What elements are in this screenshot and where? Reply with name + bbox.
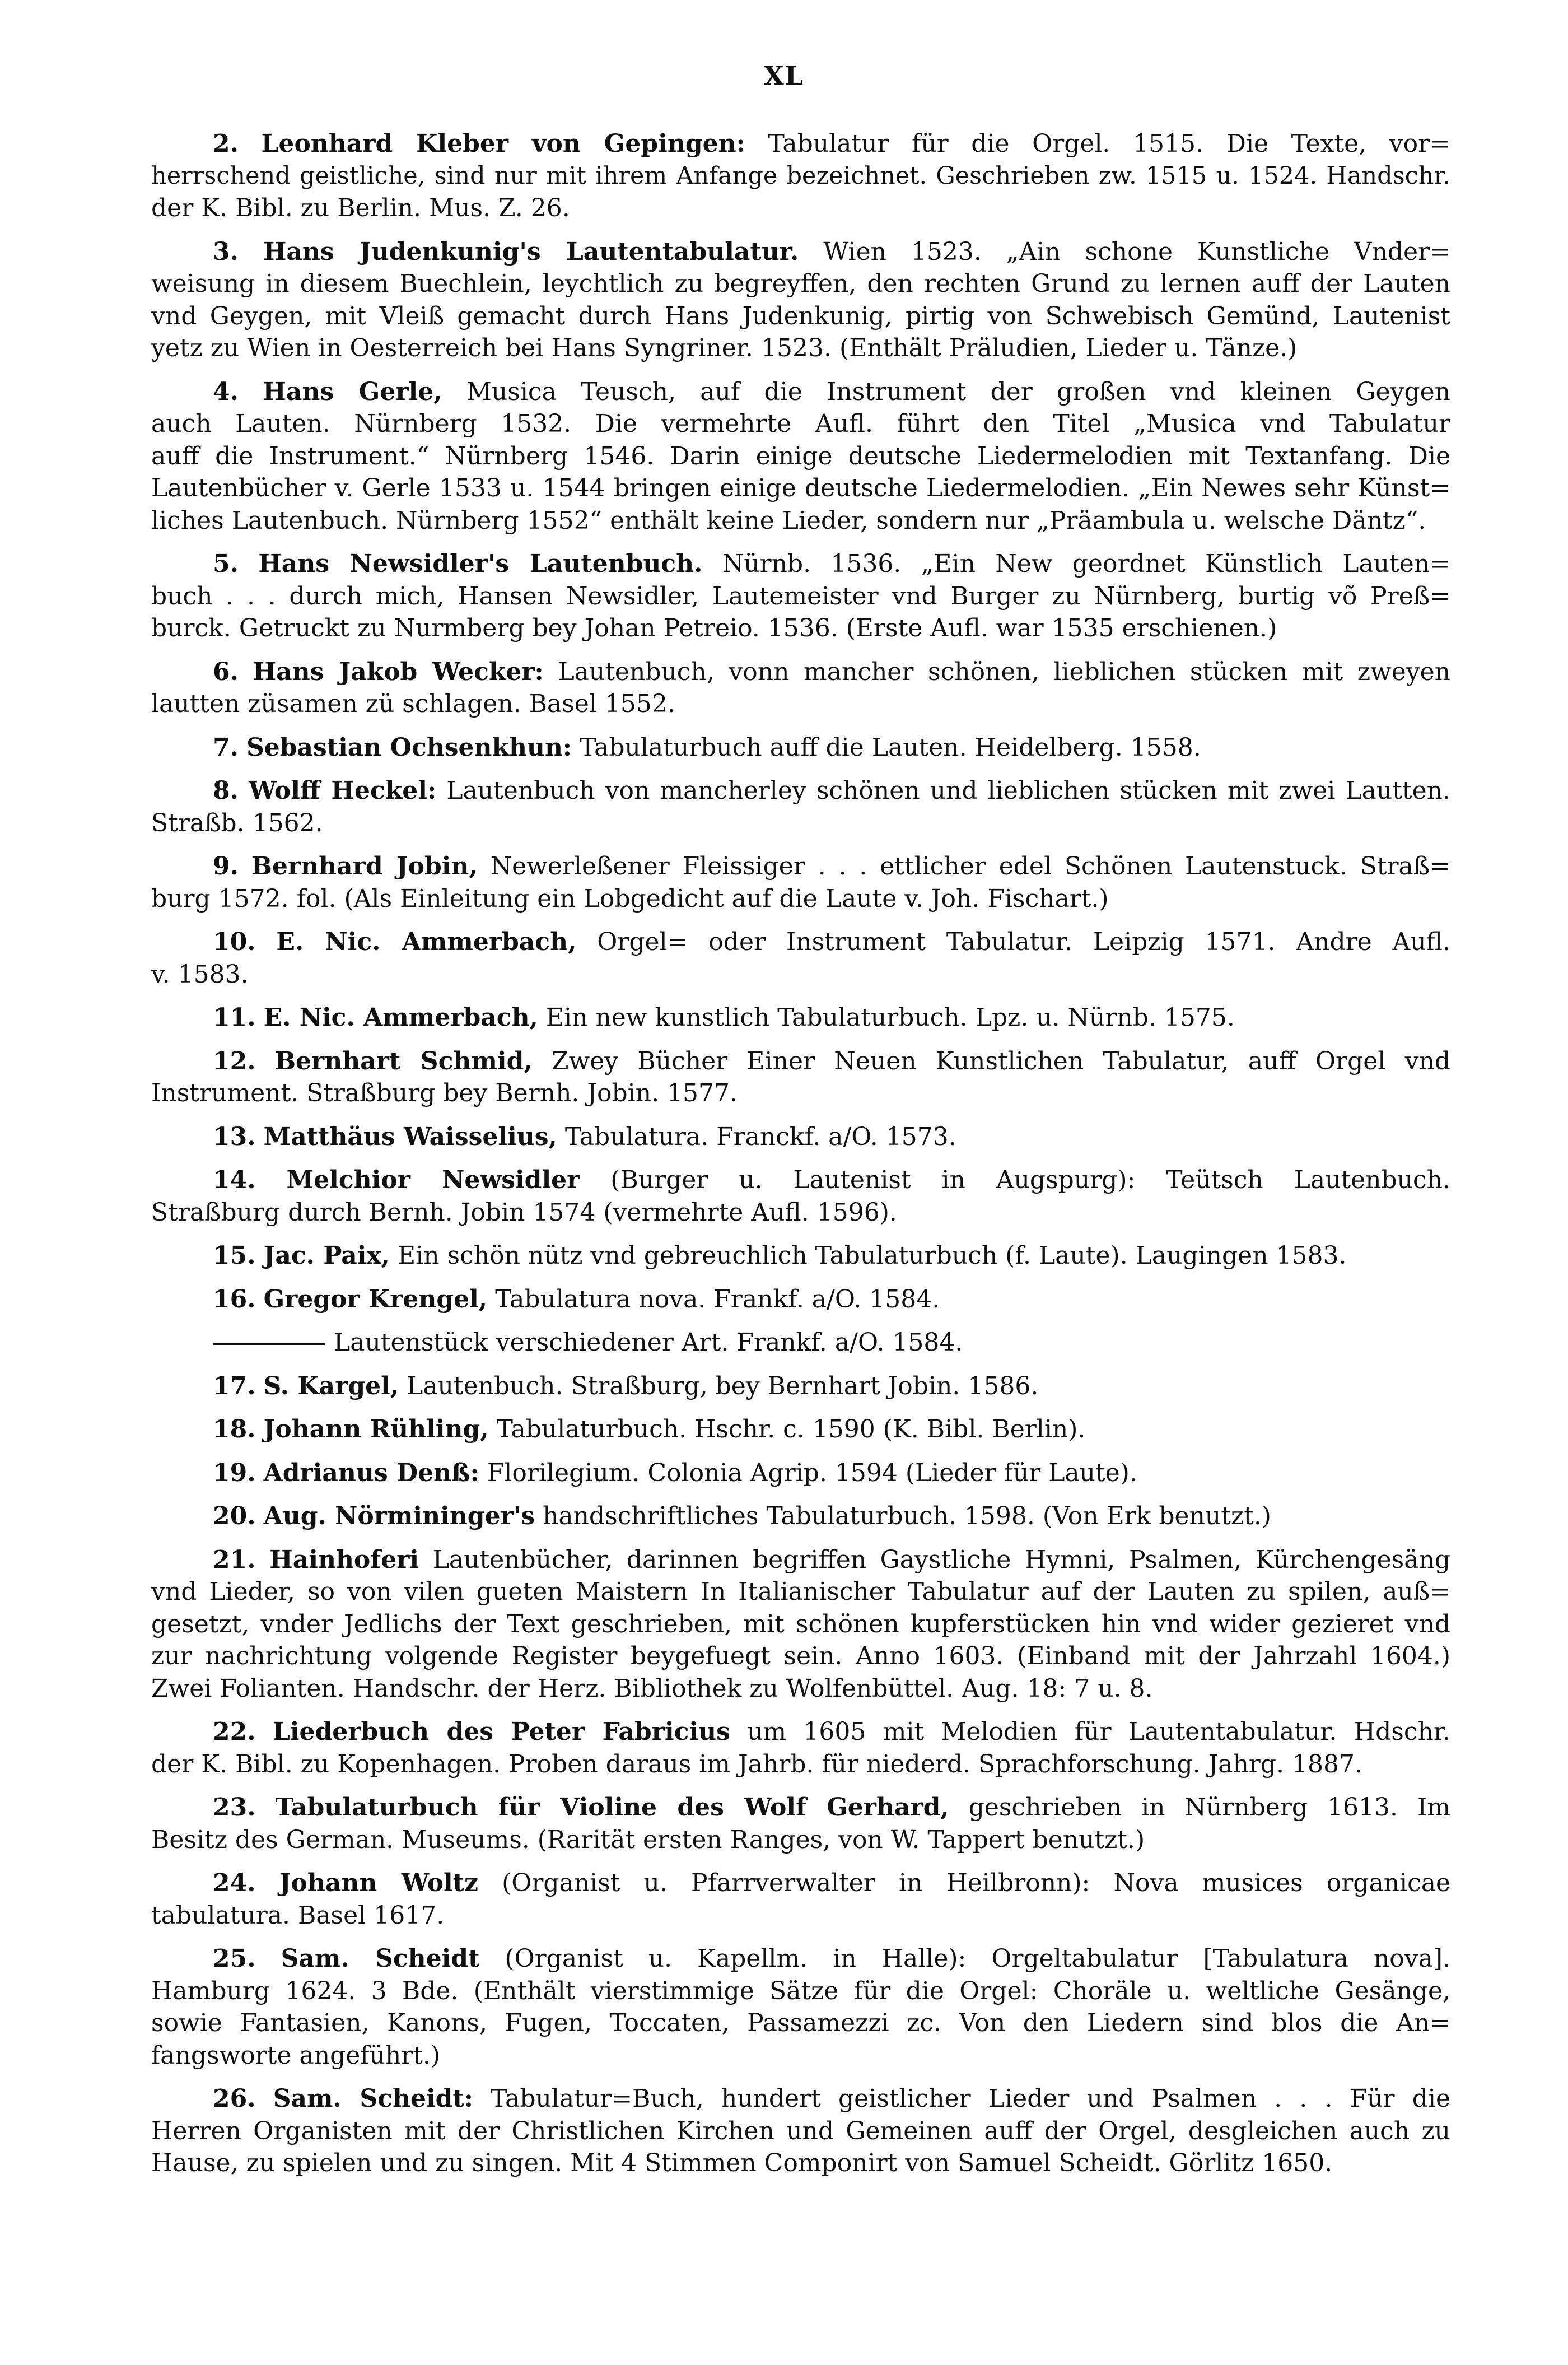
entry-text: Zwei Folianten. Handschr. der Herz. Bibliothek zu Wolfenbüttel. Aug. 18: 7 u. 8. bbox=[151, 1674, 1153, 1703]
entry-number: 17. bbox=[213, 1371, 256, 1400]
entry-text: auff die Instrument.“ Nürnberg 1546. Darin einige deutsche Liedermelodien mit Textanfang. Die bbox=[151, 441, 1450, 471]
entry-line bbox=[151, 1608, 1450, 1641]
entry-line bbox=[151, 376, 1450, 408]
entry-line bbox=[151, 1283, 1450, 1316]
entry-line bbox=[151, 1544, 1450, 1576]
entry-number: 5. bbox=[213, 550, 239, 578]
entry-line bbox=[151, 1045, 1450, 1078]
bibliography-entry bbox=[151, 1716, 1450, 1780]
bibliography-entry bbox=[151, 1121, 1450, 1153]
page-number: XL bbox=[763, 60, 805, 91]
entry-text: Zwey Bücher Einer Neuen Kunstlichen Tabulatur, auff Orgel vnd bbox=[552, 1046, 1450, 1076]
entry-text: auch Lauten. Nürnberg 1532. Die vermehrte Aufl. führt den Titel „Musica vnd Tabulatur bbox=[151, 409, 1450, 438]
entry-text: burck. Getruckt zu Nurmberg bey Johan Petreio. 1536. (Erste Aufl. war 1535 erschienen.) bbox=[151, 614, 1277, 643]
entry-number: 24. bbox=[213, 1869, 256, 1897]
entry-text: zur nachrichtung volgende Register beygefuegt sein. Anno 1603. (Einband mit der Jahrzahl 1604.) bbox=[151, 1642, 1450, 1670]
entry-text: vnd Geygen, mit Vleiß gemacht durch Hans Judenkunig, pirtig von Schwebisch Gemünd, Lautenist bbox=[151, 301, 1450, 330]
entry-line bbox=[151, 1500, 1450, 1533]
bibliography-entry bbox=[151, 1164, 1450, 1228]
bibliography-entry bbox=[151, 1544, 1450, 1705]
entry-line bbox=[151, 1326, 1450, 1359]
entry-text: (Burger u. Lautenist in Augspurg): Teütsch Lautenbuch. bbox=[610, 1166, 1450, 1194]
entry-text: sowie Fantasien, Kanons, Fugen, Toccaten, Passamezzi zc. Von den Liedern sind blos die An= bbox=[151, 2009, 1450, 2037]
bibliography-entry bbox=[151, 1370, 1450, 1403]
entry-line bbox=[151, 2083, 1450, 2115]
entry-author: Bernhard Jobin, bbox=[251, 852, 478, 881]
entry-author: Sam. Scheidt bbox=[281, 1944, 480, 1973]
entry-text: liches Lautenbuch. Nürnberg 1552“ enthält keine Lieder, sondern nur „Präambula u. welsche Däntz“. bbox=[151, 506, 1426, 535]
entry-author: Hainhoferi bbox=[269, 1545, 419, 1574]
entry-line bbox=[151, 688, 1450, 720]
entry-number: 12. bbox=[213, 1046, 256, 1076]
entry-text: tabulatura. Basel 1617. bbox=[151, 1901, 445, 1930]
entry-text: buch . . . durch mich, Hansen Newsidler, Lautemeister vnd Burger zu Nürnberg, burtig võ Preß= bbox=[151, 581, 1450, 611]
entry-text: Ein schön nütz vnd gebreuchlich Tabulaturbuch (f. Laute). Laugingen 1583. bbox=[398, 1241, 1347, 1270]
entry-line bbox=[151, 2147, 1450, 2180]
bibliography-entry bbox=[151, 775, 1450, 839]
entry-line bbox=[151, 472, 1450, 505]
entry-author: E. Nic. Ammerbach, bbox=[276, 928, 577, 956]
bibliography-entry bbox=[151, 926, 1450, 990]
bibliography-entry bbox=[151, 1867, 1450, 1931]
entry-author: Bernhart Schmid, bbox=[274, 1046, 533, 1076]
entry-line bbox=[151, 1748, 1450, 1781]
entry-line bbox=[151, 807, 1450, 840]
entry-text: Orgel= oder Instrument Tabulatur. Leipzig 1571. Andre Aufl. bbox=[597, 928, 1450, 956]
entry-text: Tabulaturbuch. Hschr. c. 1590 (K. Bibl. Berlin). bbox=[496, 1415, 1086, 1444]
entry-line bbox=[151, 1164, 1450, 1197]
entry-text: Newerleßener Fleissiger . . . ettlicher edel Schönen Lautenstuck. Straß= bbox=[490, 852, 1450, 881]
bibliography-entry bbox=[151, 548, 1450, 645]
entry-author: Wolff Heckel: bbox=[249, 776, 437, 805]
entry-line bbox=[151, 1370, 1450, 1403]
entry-text: Lautenbuch, vonn mancher schönen, lieblichen stücken mit zweyen bbox=[558, 657, 1450, 686]
entry-text: Lautenbücher v. Gerle 1533 u. 1544 bringen einige deutsche Liedermelodien. „Ein Newes sehr Künst= bbox=[151, 474, 1450, 502]
entry-number: 2. bbox=[213, 129, 239, 158]
entry-line bbox=[151, 1791, 1450, 1824]
entry-text: der K. Bibl. zu Berlin. Mus. Z. 26. bbox=[151, 194, 570, 222]
entry-line bbox=[151, 1824, 1450, 1856]
bibliography-entry bbox=[151, 1326, 1450, 1359]
entry-text: Besitz des German. Museums. (Rarität ersten Ranges, von W. Tappert benutzt.) bbox=[151, 1825, 1145, 1854]
entry-author: Gregor Krengel, bbox=[263, 1284, 488, 1314]
entry-line bbox=[151, 548, 1450, 580]
entry-author: Sam. Scheidt: bbox=[273, 2084, 473, 2113]
entry-author: Leonhard Kleber von Gepingen: bbox=[261, 129, 745, 158]
entry-text: Nürnb. 1536. „Ein New geordnet Künstlich Lauten= bbox=[722, 550, 1450, 578]
entry-text: weisung in diesem Buechlein, leychtlich zu begreyffen, den rechten Grund zu lernen auff der Lauten bbox=[151, 269, 1450, 298]
entry-number: 23. bbox=[213, 1793, 256, 1822]
entry-text: yetz zu Wien in Oesterreich bei Hans Syngriner. 1523. (Enthält Präludien, Lieder u. Tänze.) bbox=[151, 334, 1298, 362]
entry-text: Ein new kunstlich Tabulaturbuch. Lpz. u. Nürnb. 1575. bbox=[545, 1003, 1235, 1032]
bibliography-entry bbox=[151, 1002, 1450, 1034]
entry-text: Hause, zu spielen und zu singen. Mit 4 Stimmen Componirt von Samuel Scheidt. Görlitz 1650. bbox=[151, 2149, 1333, 2177]
entry-text: handschriftliches Tabulaturbuch. 1598. (Von Erk benutzt.) bbox=[543, 1502, 1271, 1530]
entry-text: um 1605 mit Melodien für Lautentabulatur. Hdschr. bbox=[747, 1717, 1450, 1746]
entry-text: lautten züsamen zü schlagen. Basel 1552. bbox=[151, 690, 675, 718]
entry-text: (Organist u. Pfarrverwalter in Heilbronn): Nova musices organicae bbox=[502, 1869, 1450, 1897]
bibliography-entry bbox=[151, 1791, 1450, 1856]
entry-author: Aug. Nörmininger's bbox=[263, 1502, 535, 1530]
entry-line bbox=[151, 1900, 1450, 1932]
bibliography-entry bbox=[151, 128, 1450, 225]
entry-text: Lautenbuch. Straßburg, bey Bernhart Jobin. 1586. bbox=[407, 1371, 1039, 1400]
entry-number: 13. bbox=[213, 1122, 256, 1151]
entry-author: Hans Jakob Wecker: bbox=[253, 657, 544, 686]
entry-line bbox=[151, 926, 1450, 958]
entry-author: S. Kargel, bbox=[263, 1371, 399, 1400]
entry-number: 22. bbox=[213, 1717, 256, 1746]
entry-author: Melchior Newsidler bbox=[286, 1166, 580, 1194]
entry-text: Lautenbuch von mancherley schönen und lieblichen stücken mit zwei Lautten. bbox=[446, 776, 1450, 805]
entry-text: v. 1583. bbox=[151, 960, 249, 989]
entry-line bbox=[151, 332, 1450, 365]
entry-author: Hans Judenkunig's Lautentabulatur. bbox=[263, 237, 799, 266]
entry-number: 25. bbox=[213, 1944, 256, 1973]
bibliography-entry bbox=[151, 850, 1450, 915]
entry-line bbox=[151, 580, 1450, 613]
entry-line bbox=[151, 1673, 1450, 1705]
entry-number: 20. bbox=[213, 1502, 256, 1530]
entry-author: E. Nic. Ammerbach, bbox=[263, 1003, 538, 1032]
entry-text: fangsworte angeführt.) bbox=[151, 2041, 441, 2070]
entry-text: Tabulatura. Franckf. a/O. 1573. bbox=[564, 1122, 956, 1151]
entry-text: Tabulatur=Buch, hundert geistlicher Lieder und Psalmen . . . Für die bbox=[491, 2084, 1450, 2113]
entry-line bbox=[151, 883, 1450, 915]
entry-author: Hans Newsidler's Lautenbuch. bbox=[258, 550, 703, 578]
entry-number: 14. bbox=[213, 1166, 256, 1194]
bibliography-entry bbox=[151, 732, 1450, 764]
entry-number: 3. bbox=[213, 237, 239, 266]
entry-line bbox=[151, 1240, 1450, 1272]
entry-number: 10. bbox=[213, 928, 256, 956]
entry-author: Liederbuch des Peter Fabricius bbox=[272, 1717, 730, 1746]
entry-line bbox=[151, 1975, 1450, 2008]
entry-line bbox=[151, 1457, 1450, 1489]
entry-text: vnd Lieder, so von vilen gueten Maistern In Italianischer Tabulatur auf der Lauten zu spilen, auß= bbox=[151, 1577, 1450, 1606]
entry-author: Sebastian Ochsenkhun: bbox=[246, 733, 572, 762]
entry-text: Musica Teusch, auf die Instrument der großen vnd kleinen Geygen bbox=[466, 377, 1450, 406]
entry-number: 16. bbox=[213, 1284, 256, 1314]
entry-text: der K. Bibl. zu Kopenhagen. Proben daraus im Jahrb. für niederd. Sprachforschung. Jahrg. 1887. bbox=[151, 1749, 1362, 1779]
entry-line bbox=[151, 958, 1450, 991]
entry-line bbox=[151, 128, 1450, 160]
entry-line bbox=[151, 236, 1450, 268]
entry-line bbox=[151, 1002, 1450, 1034]
entry-text: Lautenbücher, darinnen begriffen Gaystliche Hymni, Psalmen, Kürchengesäng bbox=[432, 1545, 1450, 1574]
entry-number: 26. bbox=[213, 2084, 256, 2113]
entry-text: geschrieben in Nürnberg 1613. Im bbox=[968, 1793, 1450, 1822]
bibliography-entry bbox=[151, 1413, 1450, 1446]
entry-author: Hans Gerle, bbox=[263, 377, 442, 406]
bibliography-entry bbox=[151, 376, 1450, 537]
entry-number: 19. bbox=[213, 1458, 256, 1487]
entry-number: 4. bbox=[213, 377, 239, 406]
entry-text: Wien 1523. „Ain schone Kunstliche Vnder= bbox=[823, 237, 1450, 266]
entry-line bbox=[151, 2007, 1450, 2040]
bibliography-list bbox=[151, 128, 1450, 2191]
bibliography-entry bbox=[151, 656, 1450, 720]
entry-line bbox=[151, 192, 1450, 225]
entry-number: 21. bbox=[213, 1545, 256, 1574]
entry-line bbox=[151, 1943, 1450, 1975]
entry-text: Straßburg durch Bernh. Jobin 1574 (vermehrte Aufl. 1596). bbox=[151, 1198, 897, 1227]
entry-line bbox=[151, 656, 1450, 688]
entry-text: Tabulatur für die Orgel. 1515. Die Texte, vor= bbox=[768, 129, 1450, 158]
entry-text: (Organist u. Kapellm. in Halle): Orgeltabulatur [Tabulatura nova]. bbox=[505, 1944, 1450, 1973]
entry-number: 15. bbox=[213, 1241, 256, 1270]
entry-line bbox=[151, 160, 1450, 193]
entry-line bbox=[151, 732, 1450, 764]
entry-line bbox=[151, 850, 1450, 883]
entry-text: Lautenstück verschiedener Art. Frankf. a/O. 1584. bbox=[334, 1328, 963, 1357]
entry-author: Jac. Paix, bbox=[263, 1241, 390, 1270]
entry-author: Johann Rühling, bbox=[263, 1415, 489, 1444]
entry-text: Florilegium. Colonia Agrip. 1594 (Lieder für Laute). bbox=[487, 1458, 1137, 1487]
entry-line bbox=[151, 775, 1450, 807]
entry-line bbox=[151, 2040, 1450, 2072]
bibliography-entry bbox=[151, 1457, 1450, 1489]
entry-text: Hamburg 1624. 3 Bde. (Enthält vierstimmige Sätze für die Orgel: Choräle u. weltliche Gesänge, bbox=[151, 1976, 1450, 2005]
entry-line bbox=[151, 1640, 1450, 1673]
entry-text: Instrument. Straßburg bey Bernh. Jobin. 1577. bbox=[151, 1079, 738, 1107]
bibliography-entry bbox=[151, 1943, 1450, 2071]
entry-text: herrschend geistliche, sind nur mit ihrem Anfange bezeichnet. Geschrieben zw. 1515 u. 1524. Handschr. bbox=[151, 161, 1450, 190]
entry-author: Johann Woltz bbox=[279, 1869, 478, 1897]
bibliography-entry bbox=[151, 236, 1450, 365]
entry-line bbox=[151, 300, 1450, 333]
entry-text: gesetzt, vnder Jedlichs der Text geschrieben, mit schönen kupferstücken hin vnd wider gezieret vnd bbox=[151, 1609, 1450, 1638]
entry-text: Tabulatura nova. Frankf. a/O. 1584. bbox=[495, 1284, 940, 1314]
entry-number: 7. bbox=[213, 733, 239, 762]
entry-text: Tabulaturbuch auff die Lauten. Heidelberg. 1558. bbox=[580, 733, 1201, 762]
entry-line bbox=[151, 505, 1450, 537]
entry-number: 18. bbox=[213, 1415, 256, 1444]
bibliography-entry bbox=[151, 1500, 1450, 1533]
entry-author: Tabulaturbuch für Violine des Wolf Gerhard, bbox=[275, 1793, 949, 1822]
entry-line bbox=[151, 408, 1450, 440]
entry-author: Matthäus Waisselius, bbox=[263, 1122, 557, 1151]
entry-line bbox=[151, 1413, 1450, 1446]
entry-number: 8. bbox=[213, 776, 239, 805]
entry-line bbox=[151, 612, 1450, 645]
bibliography-entry bbox=[151, 2083, 1450, 2180]
bibliography-entry bbox=[151, 1045, 1450, 1110]
entry-line bbox=[151, 1077, 1450, 1110]
entry-line bbox=[151, 1867, 1450, 1900]
bibliography-entry bbox=[151, 1240, 1450, 1272]
entry-line bbox=[151, 1716, 1450, 1748]
entry-text: Straßb. 1562. bbox=[151, 808, 323, 837]
entry-number: 11. bbox=[213, 1003, 256, 1032]
entry-number: 6. bbox=[213, 657, 239, 686]
entry-line bbox=[151, 1121, 1450, 1153]
ditto-dash bbox=[213, 1343, 325, 1345]
entry-text: Herren Organisten mit der Christlichen Kirchen und Gemeinen auff der Orgel, desgleichen auch zu bbox=[151, 2116, 1450, 2145]
bibliography-entry bbox=[151, 1283, 1450, 1316]
entry-line bbox=[151, 268, 1450, 300]
entry-text: burg 1572. fol. (Als Einleitung ein Lobgedicht auf die Laute v. Joh. Fischart.) bbox=[151, 884, 1109, 913]
entry-line bbox=[151, 440, 1450, 473]
entry-line bbox=[151, 2115, 1450, 2148]
entry-line bbox=[151, 1576, 1450, 1608]
entry-line bbox=[151, 1197, 1450, 1229]
entry-author: Adrianus Denß: bbox=[263, 1458, 479, 1487]
entry-number: 9. bbox=[213, 852, 239, 881]
